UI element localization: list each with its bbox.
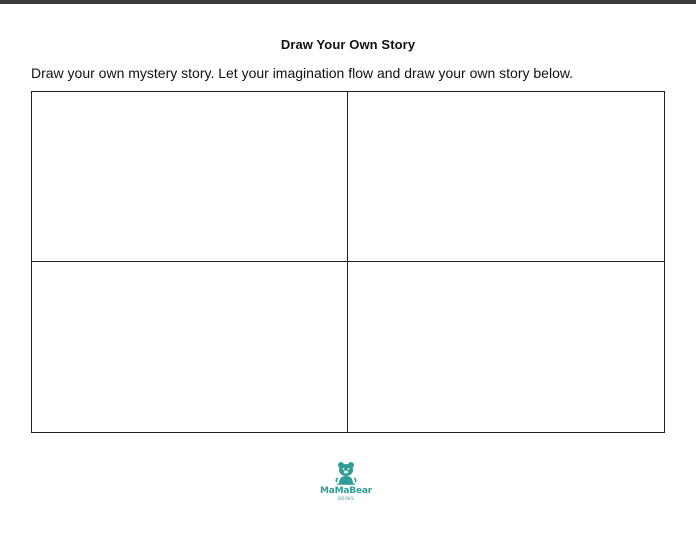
drawing-panel-3[interactable] (32, 262, 348, 432)
instructions-text: Draw your own mystery story. Let your imagination flow and draw your own story below. (31, 65, 574, 81)
drawing-panel-1[interactable] (32, 92, 348, 262)
drawing-panel-2[interactable] (348, 92, 664, 262)
top-rule (0, 0, 696, 4)
drawing-grid (31, 91, 665, 433)
mamabear-logo (316, 461, 376, 507)
bear-icon (333, 461, 359, 485)
page-title: Draw Your Own Story (280, 37, 416, 52)
drawing-panel-4[interactable] (348, 262, 664, 432)
logo-subtext: BOOKS (338, 496, 354, 501)
logo-wordmark: MaMaBear (320, 486, 372, 496)
